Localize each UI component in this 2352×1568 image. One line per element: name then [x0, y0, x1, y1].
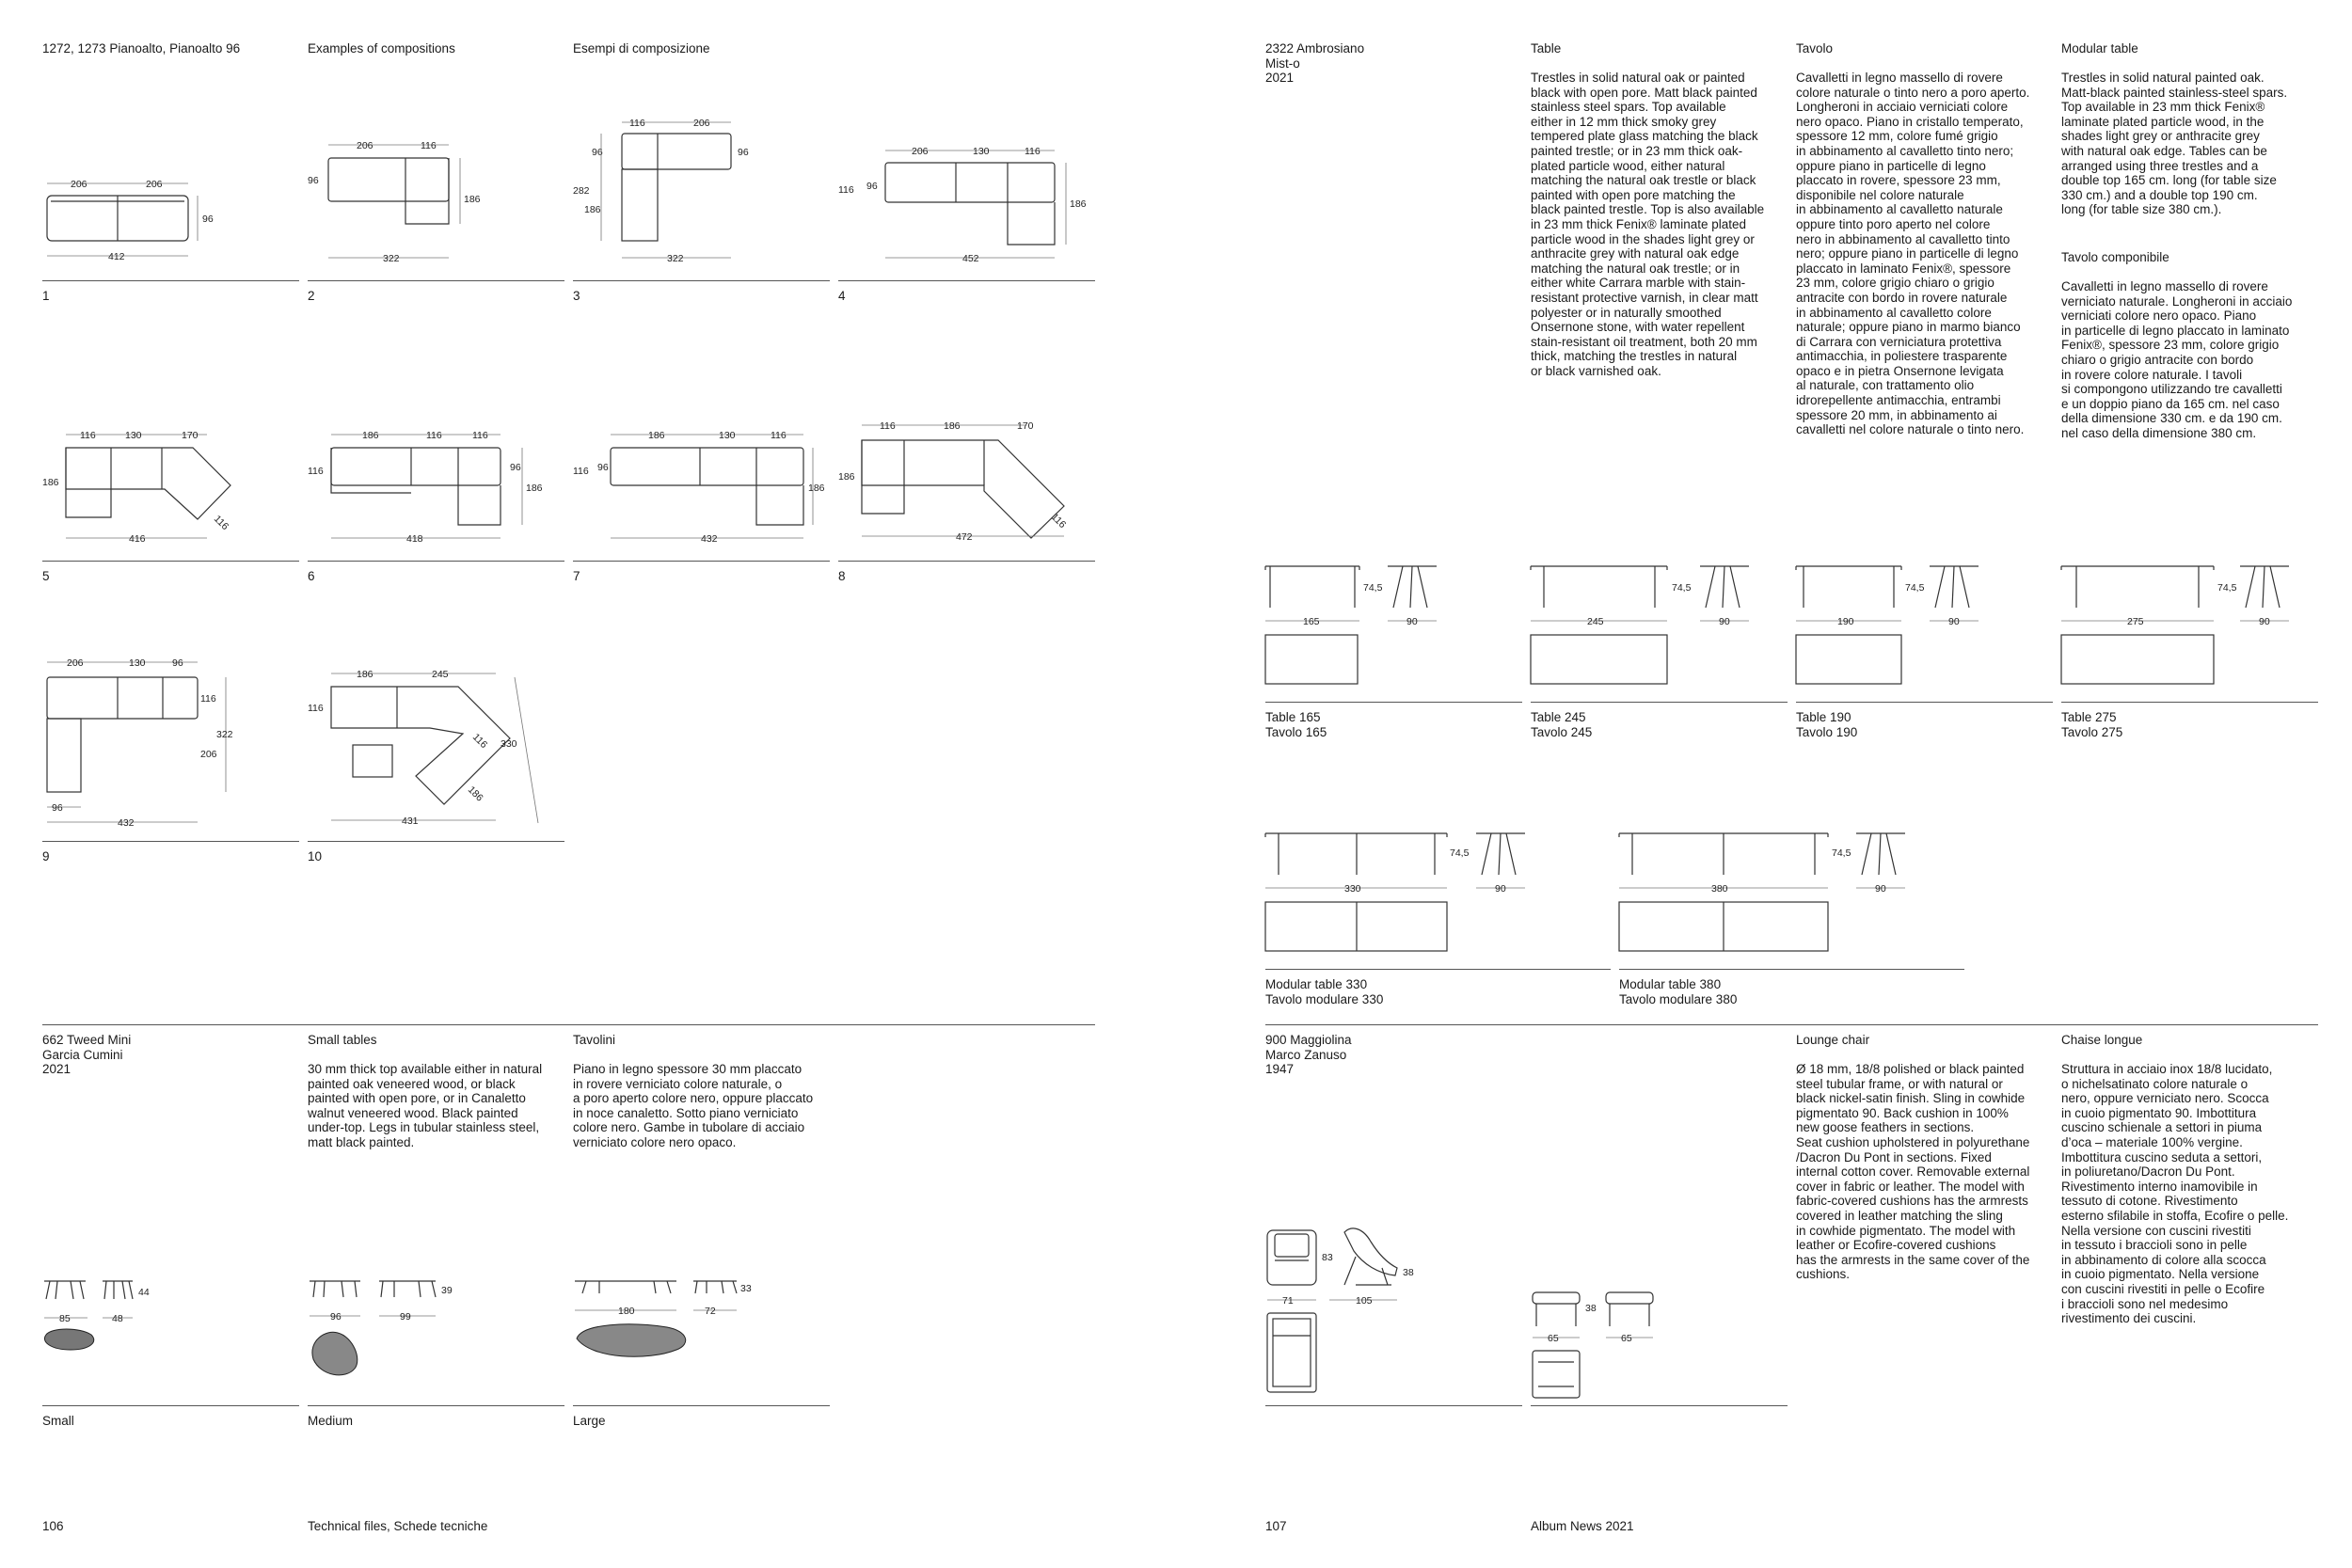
ambrosiano-title: 2322 Ambrosiano Mist-o 2021 [1265, 41, 1365, 85]
dim-label: 90 [1719, 616, 1730, 627]
dim-label: 44 [138, 1287, 150, 1298]
dim-label: 96 [308, 175, 319, 186]
dim-label: 186 [584, 204, 601, 215]
tweed-medium-drawing [308, 1275, 564, 1397]
composition-10-drawing [308, 658, 564, 837]
dim-label: 418 [406, 533, 423, 545]
divider [1265, 1405, 1522, 1406]
dim-label: 38 [1585, 1303, 1597, 1314]
dim-label: 186 [648, 430, 665, 441]
dim-label: 116 [308, 466, 324, 477]
compositions-heading-it: Esempi di composizione [573, 41, 710, 55]
ambrosiano-heading-it: Tavolo [1796, 41, 1834, 55]
dim-label: 206 [693, 118, 710, 129]
dim-label: 48 [112, 1313, 123, 1324]
tweed-heading-en: Small tables [308, 1033, 377, 1047]
modular-label: Modular table 330 Tavolo modulare 330 [1265, 977, 1384, 1006]
table-label: Table 190 Tavolo 190 [1796, 710, 1858, 739]
footer-text: Technical files, Schede tecniche [308, 1519, 488, 1533]
dim-label: 206 [146, 179, 163, 190]
dim-label: 130 [129, 657, 146, 669]
dim-label: 186 [357, 669, 373, 680]
dim-label: 74,5 [1672, 582, 1692, 594]
dim-label: 190 [1837, 616, 1854, 627]
dim-label: 206 [357, 140, 373, 151]
divider [573, 1405, 830, 1406]
dim-label: 116 [211, 513, 231, 532]
dim-label: 33 [740, 1283, 752, 1294]
ambrosiano-heading-en: Table [1531, 41, 1562, 55]
maggiolina-title: 900 Maggiolina Marco Zanuso 1947 [1265, 1033, 1352, 1076]
dim-label: 96 [597, 462, 609, 473]
dim-label: 245 [1587, 616, 1604, 627]
dim-label: 38 [1403, 1267, 1414, 1278]
dim-label: 116 [308, 703, 324, 714]
modular-label: Modular table 380 Tavolo modulare 380 [1619, 977, 1738, 1006]
dim-label: 116 [771, 430, 787, 441]
maggiolina-heading-it: Chaise longue [2061, 1033, 2143, 1047]
divider [1619, 969, 1964, 970]
composition-7-drawing [573, 423, 830, 555]
composition-2-drawing [308, 132, 564, 273]
dim-label: 130 [973, 146, 990, 157]
tweed-description-en: 30 mm thick top available either in natural painted oak veneered wood, or black painted with open pore, or in Canaletto walnut veneered wood. Black painted under-top. Legs in tubular stainless steel, matt black painted. [308, 1062, 543, 1149]
dim-label: 96 [52, 802, 63, 814]
dim-label: 65 [1621, 1333, 1632, 1344]
table-165-drawing [1265, 562, 1522, 694]
dim-label: 74,5 [1832, 847, 1851, 859]
dim-label: 380 [1711, 883, 1728, 895]
dim-label: 282 [573, 185, 590, 197]
divider [308, 280, 564, 281]
dim-label: 186 [465, 784, 485, 804]
dim-label: 72 [705, 1306, 716, 1317]
dim-label: 416 [129, 533, 146, 545]
dim-label: 206 [200, 749, 217, 760]
dim-label: 186 [1070, 198, 1087, 210]
modular-description-en: Trestles in solid natural painted oak. Matt-black painted stainless-steel spars. Top available in 23 mm thick Fenix® laminate plated particle wood, in the shades light grey or anthracite grey with natural oak edge. Tables can be arranged using three trestles and a double top 165 cm. long (for table size 330 cm.) and a double top 190 cm. long (for table size 380 cm.). [2061, 71, 2288, 217]
composition-8-drawing [838, 414, 1095, 555]
divider [42, 280, 299, 281]
modular-heading-it: Tavolo componibile [2061, 250, 2169, 264]
divider [838, 280, 1095, 281]
composition-number: 5 [42, 569, 50, 583]
dim-label: 39 [441, 1285, 453, 1296]
dim-label: 74,5 [1363, 582, 1383, 594]
table-label: Table 245 Tavolo 245 [1531, 710, 1593, 739]
pianoalto-title: 1272, 1273 Pianoalto, Pianoalto 96 [42, 41, 241, 55]
ambrosiano-description-en: Trestles in solid natural oak or painted black with open pore. Matt black painted stainless steel spars. Top available either in 12 mm thick smoky grey tempered plate glass matching the black painted trestle; or in 23 mm thick oak- plated particle wood, either natural matching the natural oak trestle or black painted with open pore matching the black painted trestle. Top is also available in 23 mm thick Fenix® laminate plated particle wood in the shades light grey or anthracite grey with natural oak edge matching the natural oak trestle; or in either white Carrara marble with stain- resistant protective varnish, in clear matt polyester or in naturally smoothed Onsernone stone, with water repellent stain-resistant oil treatment, both 20 mm thick, matching the trestles in natural or black varnished oak. [1531, 71, 1765, 378]
table-label: Table 165 Tavolo 165 [1265, 710, 1327, 739]
dim-label: 206 [67, 657, 84, 669]
divider [1796, 702, 2053, 703]
dim-label: 186 [464, 194, 481, 205]
composition-number: 7 [573, 569, 580, 583]
dim-label: 96 [866, 181, 878, 192]
composition-9-drawing [42, 649, 299, 837]
dim-label: 472 [956, 531, 973, 543]
divider [1531, 702, 1788, 703]
composition-number: 2 [308, 289, 315, 303]
dim-label: 96 [592, 147, 603, 158]
composition-6-drawing [308, 423, 564, 555]
dim-label: 65 [1548, 1333, 1559, 1344]
dim-label: 165 [1303, 616, 1320, 627]
dim-label: 130 [719, 430, 736, 441]
divider [1265, 969, 1611, 970]
tweed-large-drawing [573, 1275, 830, 1378]
maggiolina-stool-drawing [1531, 1289, 1788, 1402]
dim-label: 186 [944, 420, 961, 432]
divider [573, 280, 830, 281]
dim-label: 322 [383, 253, 400, 264]
dim-label: 322 [667, 253, 684, 264]
dim-label: 322 [216, 729, 233, 740]
dim-label: 170 [182, 430, 199, 441]
divider [42, 561, 299, 562]
dim-label: 330 [501, 738, 517, 750]
compositions-heading-en: Examples of compositions [308, 41, 455, 55]
dim-label: 186 [362, 430, 379, 441]
dim-label: 330 [1344, 883, 1361, 895]
dim-label: 432 [701, 533, 718, 545]
dim-label: 105 [1356, 1295, 1373, 1307]
modular-description-it: Cavalletti in legno massello di rovere verniciato naturale. Longheroni in acciaio verniciati colore nero opaco. Piano in particelle di legno placcato in laminato Fenix®, spessore 23 mm, colore grigio chiaro o grigio antracite con bordo in rovere colore naturale. I tavoli si compongono utilizzando tre cavalletti e un doppio piano da 165 cm. nel caso della dimensione 330 cm. e da 190 cm. nel caso della dimensione 380 cm. [2061, 279, 2293, 440]
modular-heading-en: Modular table [2061, 41, 2138, 55]
composition-3-drawing [573, 113, 830, 273]
dim-label: 116 [469, 731, 490, 751]
dim-label: 116 [880, 420, 896, 432]
table-label: Table 275 Tavolo 275 [2061, 710, 2123, 739]
dim-label: 85 [59, 1313, 71, 1324]
divider [838, 561, 1095, 562]
dim-label: 275 [2127, 616, 2144, 627]
table-190-drawing [1796, 562, 2053, 694]
divider [308, 561, 564, 562]
dim-label: 71 [1282, 1295, 1294, 1307]
dim-label: 186 [526, 483, 543, 494]
composition-number: 6 [308, 569, 315, 583]
composition-4-drawing [838, 136, 1095, 273]
dim-label: 116 [1048, 511, 1069, 531]
dim-label: 74,5 [1450, 847, 1470, 859]
dim-label: 96 [172, 657, 183, 669]
size-label: Small [42, 1414, 74, 1428]
dim-label: 452 [962, 253, 979, 264]
composition-5-drawing [42, 423, 299, 555]
divider [42, 1405, 299, 1406]
dim-label: 431 [402, 816, 419, 827]
composition-number: 8 [838, 569, 846, 583]
dim-label: 90 [1495, 883, 1506, 895]
modular-table-380-drawing [1619, 830, 1967, 961]
dim-label: 186 [808, 483, 825, 494]
divider [308, 841, 564, 842]
size-label: Medium [308, 1414, 354, 1428]
maggiolina-chair-drawing [1265, 1223, 1522, 1402]
dim-label: 116 [629, 118, 645, 129]
dim-label: 186 [42, 477, 59, 488]
modular-table-330-drawing [1265, 830, 1613, 961]
footer-text: Album News 2021 [1531, 1519, 1634, 1533]
dim-label: 116 [80, 430, 96, 441]
table-245-drawing [1531, 562, 1788, 694]
dim-label: 116 [200, 693, 216, 705]
dim-label: 116 [1025, 146, 1041, 157]
tweed-description-it: Piano in legno spessore 30 mm placcato in rovere verniciato colore naturale, o a poro aperto colore nero, oppure placcato in noce canaletto. Sotto piano verniciato colore nero. Gambe in tubolare di acciaio verniciato colore nero opaco. [573, 1062, 814, 1149]
composition-number: 9 [42, 849, 50, 863]
dim-label: 74,5 [1905, 582, 1925, 594]
dim-label: 96 [202, 214, 214, 225]
dim-label: 90 [1875, 883, 1886, 895]
divider [2061, 702, 2318, 703]
dim-label: 116 [472, 430, 488, 441]
divider [573, 561, 830, 562]
dim-label: 83 [1322, 1252, 1333, 1263]
dim-label: 206 [71, 179, 87, 190]
page-number: 107 [1265, 1519, 1287, 1533]
maggiolina-description-en: Ø 18 mm, 18/8 polished or black painted steel tubular frame, or with natural or black nickel-satin finish. Sling in cowhide pigmentato 90. Back cushion in 100% new goose feathers in sections. Seat cushion upholstered in polyurethane /Dacron Du Pont in sections. Fixed internal cotton cover. Removable external cover in fabric or leather. The model with fabric-covered cushions has the armrests covered in leather matching the sling in cowhide pigmentato. The model with leather or Ecofire-covered cushions has the armrests in the same cover of the cushions. [1796, 1062, 2030, 1282]
divider [1265, 702, 1522, 703]
divider [42, 841, 299, 842]
divider [308, 1405, 564, 1406]
ambrosiano-description-it: Cavalletti in legno massello di rovere colore naturale o tinto nero a poro aperto. Longheroni in acciaio verniciati colore nero opaco. Piano in cristallo temperato, spessore 12 mm, colore fumé grigio in abbinamento al cavalletto tinto nero; oppure piano in particelle di legno placcato in rovere, spessore 23 mm, disponibile nel colore naturale in abbinamento al cavalletto naturale oppure tinto poro aperto nel colore nero in abbinamento al cavalletto tinto nero; oppure piano in particelle di legno placcato in laminato Fenix®, spessore 23 mm, colore grigio chiaro o grigio antracite con bordo in rovere naturale in abbinamento al cavalletto colore naturale; oppure piano in marmo bianco di Carrara con verniciatura protettiva antimacchia, in poliestere trasparente opaco e in pietra Onsernone levigata al naturale, con trattamento olio idrorepellente antimacchia, entrambi spessore 20 mm, in abbinamento ai cavalletti nel colore naturale o tinto nero. [1796, 71, 2030, 437]
dim-label: 96 [330, 1311, 342, 1323]
table-275-drawing [2061, 562, 2318, 694]
dim-label: 116 [573, 466, 589, 477]
composition-number: 1 [42, 289, 50, 303]
section-divider [42, 1024, 1095, 1025]
dim-label: 206 [912, 146, 929, 157]
dim-label: 90 [2259, 616, 2270, 627]
dim-label: 90 [1406, 616, 1418, 627]
dim-label: 245 [432, 669, 449, 680]
dim-label: 96 [510, 462, 521, 473]
dim-label: 432 [118, 817, 135, 829]
dim-label: 99 [400, 1311, 411, 1323]
dim-label: 130 [125, 430, 142, 441]
dim-label: 412 [108, 251, 125, 262]
section-divider [1265, 1024, 2318, 1025]
dim-label: 186 [838, 471, 855, 483]
dim-label: 96 [738, 147, 749, 158]
tweed-small-drawing [42, 1275, 299, 1369]
dim-label: 74,5 [2217, 582, 2237, 594]
composition-number: 10 [308, 849, 323, 863]
composition-number: 3 [573, 289, 580, 303]
composition-1-drawing [42, 169, 299, 273]
dim-label: 90 [1948, 616, 1960, 627]
divider [1531, 1405, 1788, 1406]
dim-label: 180 [618, 1306, 635, 1317]
maggiolina-description-it: Struttura in acciaio inox 18/8 lucidato, o nichelsatinato colore naturale o nero, oppure verniciato nero. Scocca in cuoio pigmentato 90. Imbottitura cuscino schienale a settori in piuma d’oca – materiale 100% vergine. Imbottitura cuscino seduta a settori, in poliuretano/Dacron Du Pont. Rivestimento interno inamovibile in tessuto di cotone. Rivestimento esterno sfilabile in stoffa, Ecofire o pelle. Nella versione con cuscini rivestiti in tessuto i braccioli sono in pelle in abbinamento di colore alla scocca in cuoio pigmentato. Nella versione con cuscini rivestiti in pelle o Ecofire i braccioli sono nel medesimo rivestimento dei cuscini. [2061, 1062, 2289, 1326]
tweed-title: 662 Tweed Mini Garcia Cumini 2021 [42, 1033, 132, 1076]
dim-label: 116 [421, 140, 437, 151]
maggiolina-heading-en: Lounge chair [1796, 1033, 1870, 1047]
dim-label: 116 [426, 430, 442, 441]
tweed-heading-it: Tavolini [573, 1033, 616, 1047]
size-label: Large [573, 1414, 606, 1428]
page-number: 106 [42, 1519, 64, 1533]
dim-label: 116 [838, 184, 854, 196]
dim-label: 170 [1017, 420, 1034, 432]
composition-number: 4 [838, 289, 846, 303]
